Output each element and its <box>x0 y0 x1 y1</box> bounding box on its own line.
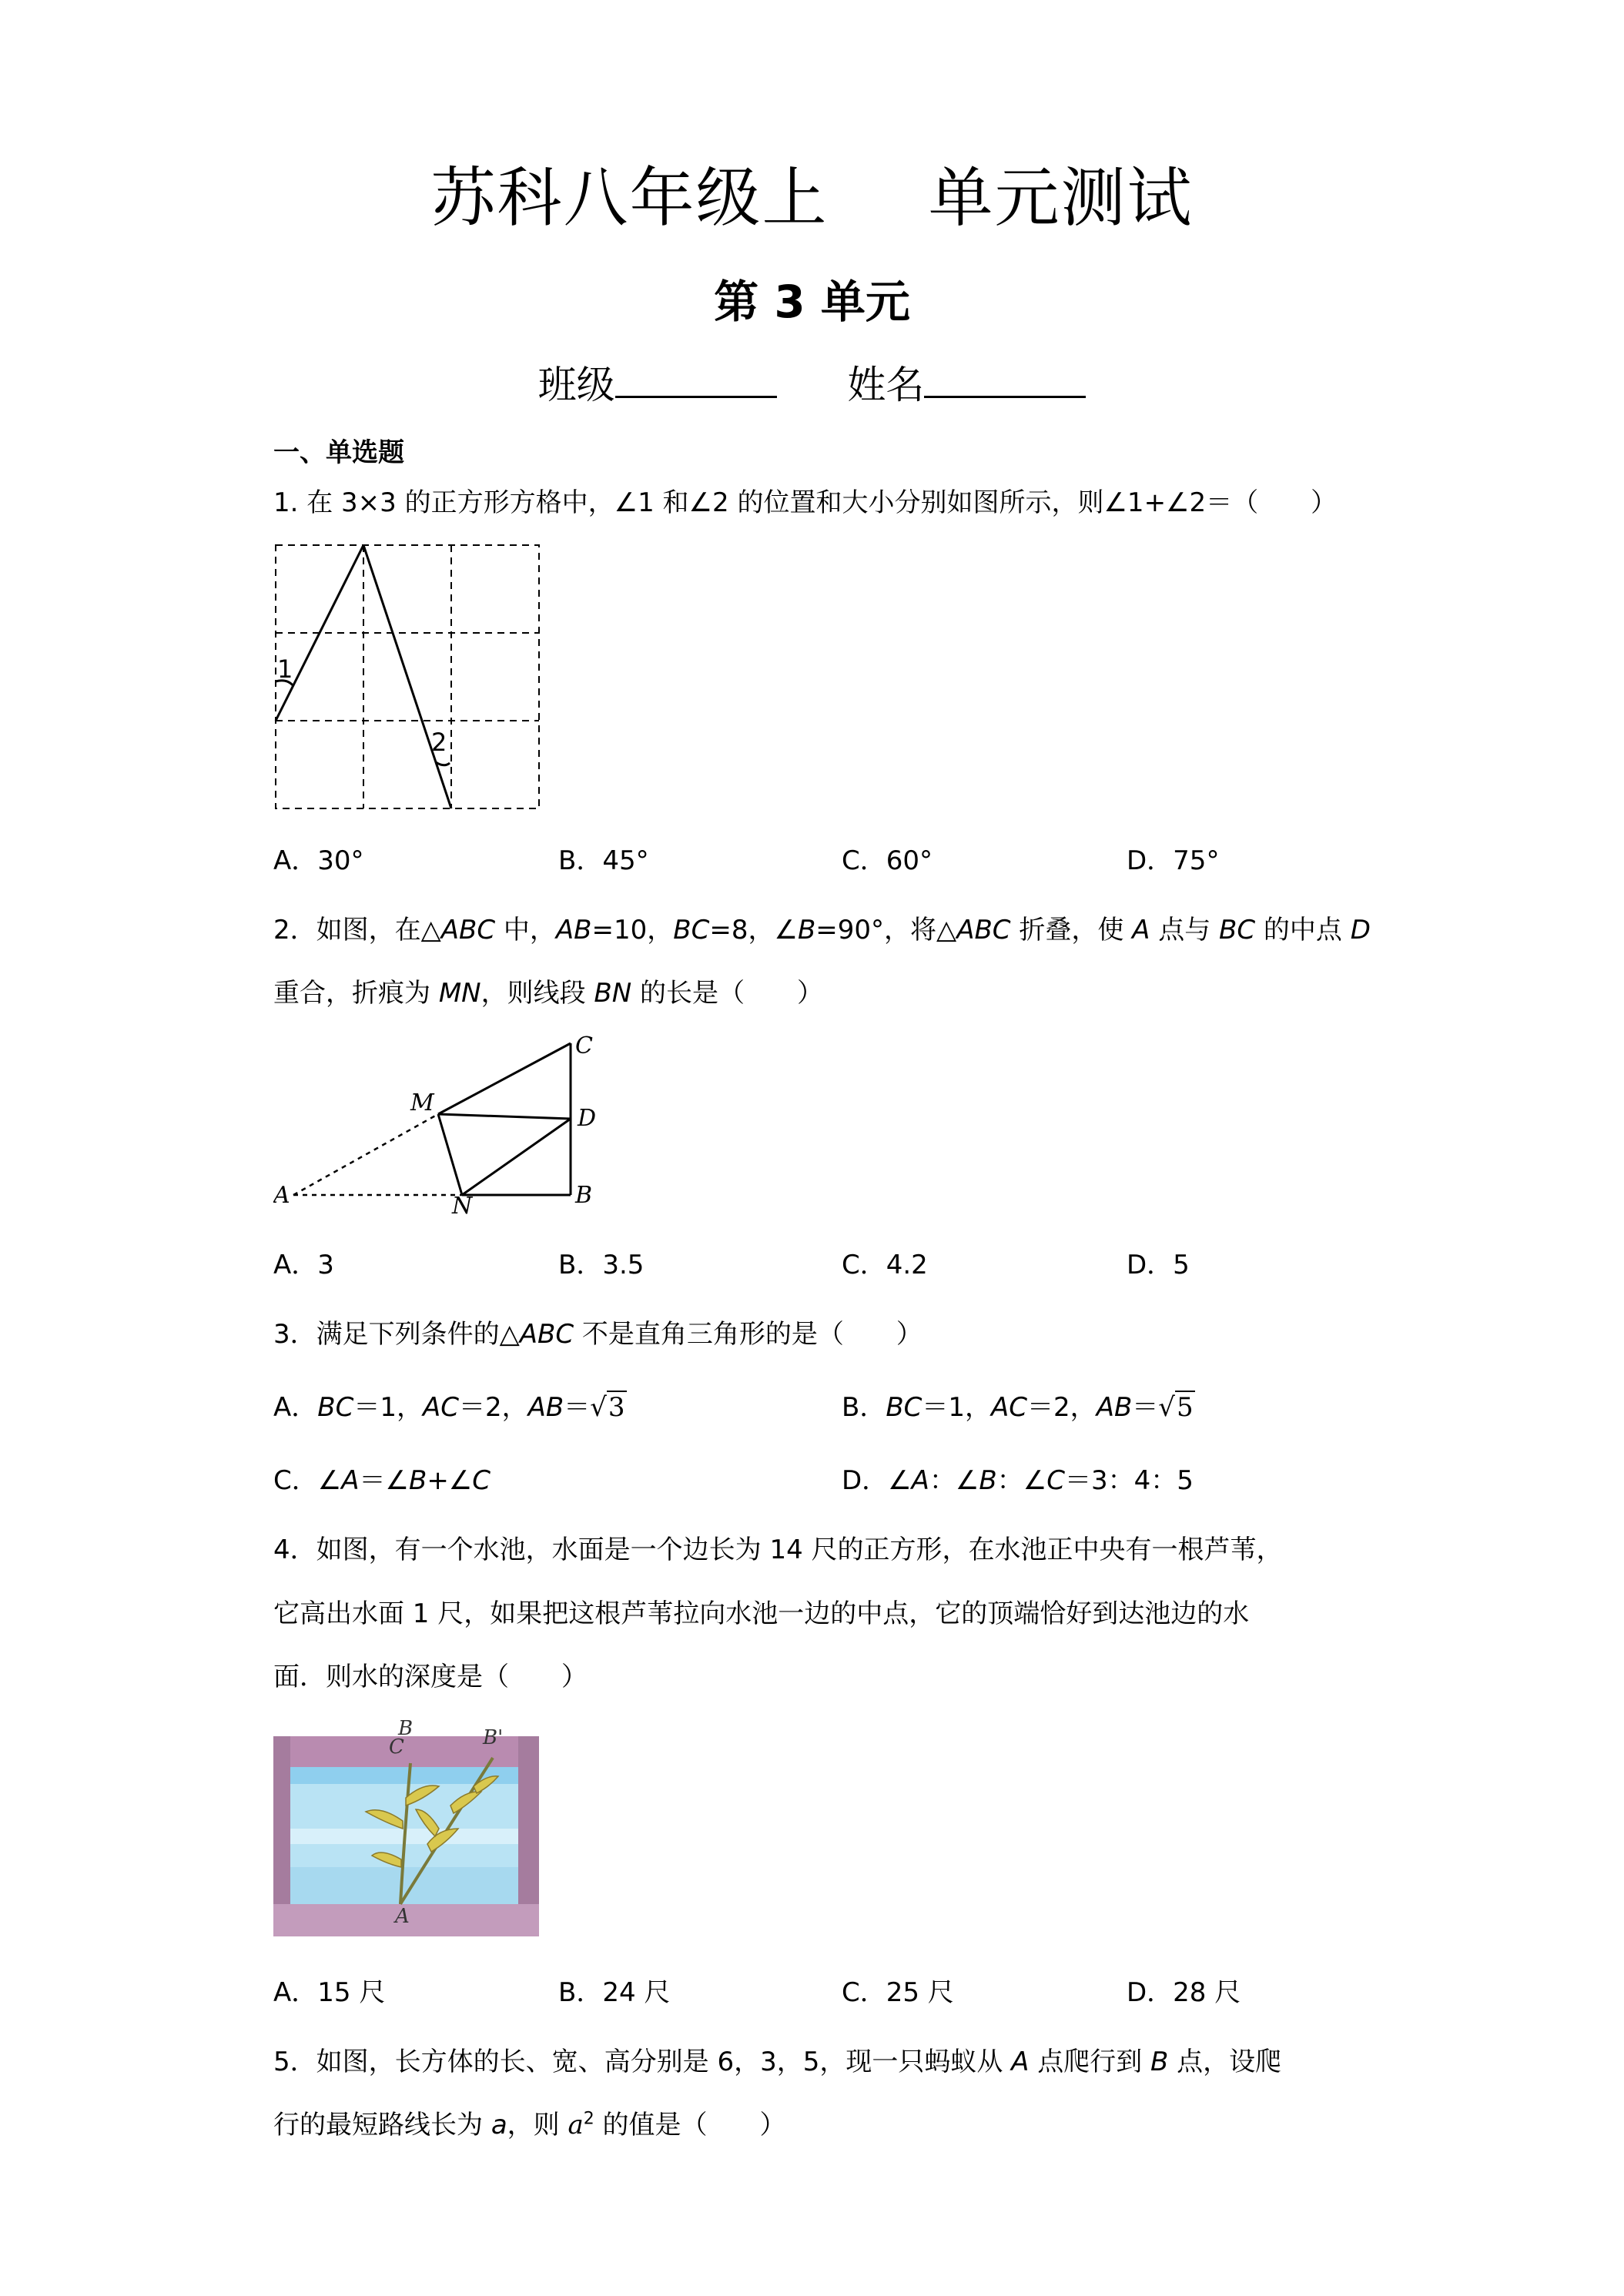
q3-option-d[interactable]: D．∠A：∠B：∠C＝3：4：5 <box>842 1465 1194 1496</box>
q2-option-d[interactable]: D．5 <box>1127 1250 1190 1280</box>
point-d-label: D <box>578 1105 597 1132</box>
point-c-label: C <box>389 1735 404 1759</box>
q4-option-b[interactable]: B．24 尺 <box>558 1977 671 2008</box>
name-label: 姓名 <box>847 363 925 407</box>
q4-option-d[interactable]: D．28 尺 <box>1127 1977 1241 2008</box>
question-4-line-2: 它高出水面 1 尺，如果把这根芦苇拉向水池一边的中点，它的顶端恰好到达池边的水 <box>273 1598 1250 1629</box>
point-n-label: N <box>452 1193 473 1220</box>
point-a-label: A <box>273 1182 290 1209</box>
class-label: 班级 <box>537 363 615 407</box>
point-b-label: B <box>398 1717 414 1740</box>
question-1-text: 1. 在 3×3 的正方形方格中，∠1 和∠2 的位置和大小分别如图所示，则∠1+∠2＝（ ） <box>273 487 1338 518</box>
question-2-triangle-figure <box>273 1024 612 1232</box>
unit-subtitle: 第 3 单元 <box>714 276 910 328</box>
q1-option-c[interactable]: C．60° <box>842 845 933 876</box>
title-right: 单元测试 <box>928 160 1194 236</box>
angle-2-label: 2 <box>431 728 447 757</box>
q1-option-b[interactable]: B．45° <box>558 845 649 876</box>
q2-option-c[interactable]: C．4.2 <box>842 1250 928 1280</box>
question-2-line-2: 重合，折痕为 MN，则线段 BN 的长是（ ） <box>273 978 823 1009</box>
point-a-label: A <box>395 1905 410 1928</box>
q1-option-d[interactable]: D．75° <box>1127 845 1220 876</box>
question-3-text: 3．满足下列条件的△ABC 不是直角三角形的是（ ） <box>273 1319 922 1350</box>
point-c-label: C <box>575 1033 593 1059</box>
q2-option-a[interactable]: A．3 <box>273 1250 334 1280</box>
q4-option-a[interactable]: A．15 尺 <box>273 1977 386 2008</box>
class-blank <box>615 360 777 398</box>
sqrt-3: √3 <box>590 1392 625 1423</box>
page-title <box>0 146 1624 239</box>
title-left: 苏科八年级上 <box>430 160 829 236</box>
q3-option-c[interactable]: C．∠A＝∠B+∠C <box>273 1465 491 1496</box>
point-b-prime-label: B' <box>483 1726 504 1749</box>
q1-option-a[interactable]: A．30° <box>273 845 364 876</box>
point-b-label: B <box>575 1182 593 1209</box>
question-2-line-1: 2．如图，在△ABC 中，AB=10，BC=8，∠B=90°，将△ABC 折叠，使 A 点与 BC 的中点 D <box>273 915 1371 946</box>
q3-option-b[interactable]: B．BC＝1，AC＝2，AB＝√5 <box>842 1392 1194 1423</box>
angle-1-label: 1 <box>277 654 293 684</box>
question-5-line-2: 行的最短路线长为 a，则 $a^2$ 的值是（ ） <box>273 2109 786 2140</box>
question-4-line-1: 4．如图，有一个水池，水面是一个边长为 14 尺的正方形，在水池正中央有一根芦苇， <box>273 1535 1283 1565</box>
q2-option-b[interactable]: B．3.5 <box>558 1250 645 1280</box>
sqrt-5: √5 <box>1158 1392 1194 1423</box>
student-info-line <box>0 354 1624 410</box>
question-4-pond-figure <box>273 1713 539 1936</box>
name-blank <box>924 360 1086 398</box>
point-m-label: M <box>410 1089 434 1116</box>
section-title: 一、单选题 <box>273 437 404 468</box>
question-1-grid-figure <box>273 543 551 820</box>
q4-option-c[interactable]: C．25 尺 <box>842 1977 954 2008</box>
question-5-line-1: 5．如图，长方体的长、宽、高分别是 6，3，5，现一只蚂蚁从 A 点爬行到 B 点，设爬 <box>273 2047 1282 2077</box>
question-4-line-3: 面．则水的深度是（ ） <box>273 1662 588 1692</box>
q3-option-a[interactable]: A．BC＝1，AC＝2，AB＝√3 <box>273 1392 625 1423</box>
